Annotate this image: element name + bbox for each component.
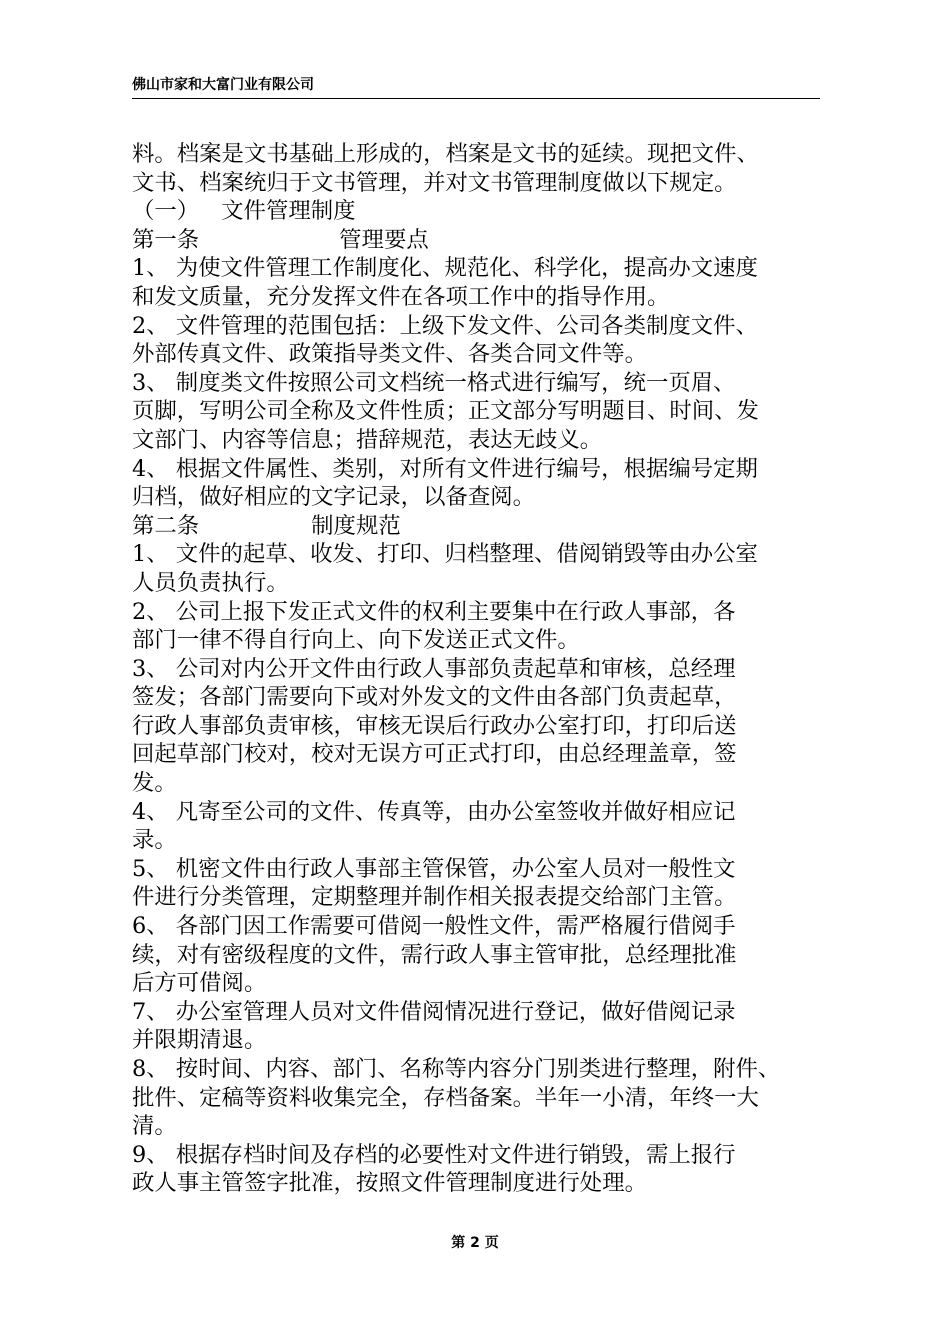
paragraph-line: 和发文质量，充分发挥文件在各项工作中的指导作用。: [132, 283, 670, 310]
paragraph-line: 部门一律不得自行向上、向下发送正式文件。: [132, 627, 580, 654]
paragraph-line: 并限期清退。: [132, 1027, 267, 1054]
paragraph-line: 料。档案是文书基础上形成的，档案是文书的延续。现把文件、: [132, 141, 759, 167]
paragraph-line: 人员负责执行。: [132, 569, 289, 596]
paragraph-line: 外部传真文件、政策指导类文件、各类合同文件等。: [132, 341, 647, 368]
paragraph-line: 1、 为使文件管理工作制度化、规范化、科学化，提高办文速度: [132, 255, 758, 282]
paragraph-line: 续，对有密级程度的文件，需行政人事主管审批，总经理批准: [132, 941, 737, 968]
paragraph-line: 后方可借阅。: [132, 970, 267, 997]
paragraph-line: 清。: [132, 1113, 177, 1140]
paragraph-line: 4、 根据文件属性、类别，对所有文件进行编号，根据编号定期: [132, 455, 758, 482]
paragraph-line: 回起草部门校对，校对无误方可正式打印，由总经理盖章，签: [132, 741, 737, 768]
paragraph-line: 政人事主管签字批准，按照文件管理制度进行处理。: [132, 1170, 647, 1197]
paragraph-line: 8、 按时间、内容、部门、名称等内容分门别类进行整理，附件、: [132, 1056, 781, 1082]
article-number: 第二条: [132, 512, 200, 539]
paragraph-line: 5、 机密文件由行政人事部主管保管，办公室人员对一般性文: [132, 855, 736, 882]
paragraph-line: 2、 公司上报下发正式文件的权利主要集中在行政人事部，各: [132, 598, 736, 625]
paragraph-line: 6、 各部门因工作需要可借阅一般性文件，需严格履行借阅手: [132, 913, 736, 940]
section-number: （一）: [132, 198, 200, 225]
paragraph-line: 归档，做好相应的文字记录，以备查阅。: [132, 484, 536, 511]
page-footer: [0, 1232, 950, 1252]
company-name: 佛山市家和大富门业有限公司: [132, 77, 314, 93]
paragraph-line: 签发；各部门需要向下或对外发文的文件由各部门负责起草，: [132, 684, 737, 711]
section-title: 文件管理制度: [221, 198, 356, 225]
paragraph-line: 9、 根据存档时间及存档的必要性对文件进行销毁，需上报行: [132, 1141, 736, 1168]
paragraph-line: 行政人事部负责审核，审核无误后行政办公室打印，打印后送: [132, 712, 737, 739]
paragraph-line: 批件、定稿等资料收集完全，存档备案。半年一小清，年终一大: [132, 1084, 759, 1111]
paragraph-line: 录。: [132, 827, 177, 854]
paragraph-line: 3、 公司对内公开文件由行政人事部负责起草和审核，总经理: [132, 655, 736, 682]
paragraph-line: 件进行分类管理，定期整理并制作相关报表提交给部门主管。: [132, 884, 737, 911]
article-title: 管理要点: [339, 226, 429, 253]
page-header: [132, 74, 820, 99]
paragraph-line: 发。: [132, 770, 177, 797]
article-title: 制度规范: [311, 512, 401, 539]
paragraph-line: 页脚，写明公司全称及文件性质；正文部分写明题目、时间、发: [132, 398, 759, 425]
article-heading: [132, 512, 822, 541]
page-number: 第 2 页: [451, 1235, 499, 1251]
paragraph-line: 文部门、内容等信息；措辞规范，表达无歧义。: [132, 426, 603, 453]
section-heading: [132, 197, 822, 226]
article-heading: [132, 226, 822, 255]
paragraph-line: 7、 办公室管理人员对文件借阅情况进行登记，做好借阅记录: [132, 998, 736, 1025]
paragraph-line: 文书、档案统归于文书管理，并对文书管理制度做以下规定。: [132, 169, 737, 196]
article-number: 第一条: [132, 226, 200, 253]
paragraph-line: 3、 制度类文件按照公司文档统一格式进行编写，统一页眉、: [132, 369, 736, 396]
paragraph-line: 1、 文件的起草、收发、打印、归档整理、借阅销毁等由办公室: [132, 541, 758, 568]
paragraph-line: 2、 文件管理的范围包括：上级下发文件、公司各类制度文件、: [132, 312, 758, 339]
document-body: [132, 140, 822, 1198]
paragraph-line: 4、 凡寄至公司的文件、传真等，由办公室签收并做好相应记: [132, 798, 736, 825]
